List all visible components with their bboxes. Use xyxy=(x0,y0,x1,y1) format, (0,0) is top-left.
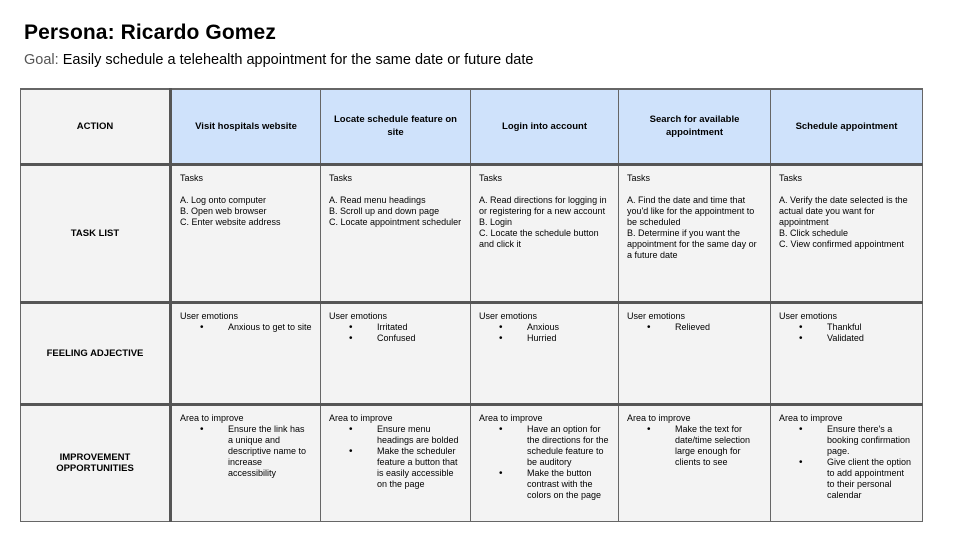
cell-label: Area to improve xyxy=(779,412,843,423)
bullet-list xyxy=(479,424,610,501)
page-title: Persona: Ricardo Gomez xyxy=(24,21,276,44)
cell-label: Tasks xyxy=(479,172,503,183)
emotion-item: • Confused xyxy=(377,333,462,344)
emotion-item: • Irritated xyxy=(377,322,462,333)
task-cell xyxy=(771,164,923,302)
cell-label: Tasks xyxy=(180,172,204,183)
task-item: C. Enter website address xyxy=(180,216,281,227)
task-cell xyxy=(619,164,771,302)
cell-label: Tasks xyxy=(627,172,651,183)
improvement-cell xyxy=(619,404,771,521)
cell-label: Tasks xyxy=(329,172,353,183)
improvement-cell xyxy=(321,404,471,521)
task-item: B. Determine if you want the appointment for the same day or a future date xyxy=(627,227,757,260)
stage-header-1: Visit hospitals website xyxy=(171,89,321,164)
bullet-list xyxy=(180,424,312,479)
feeling-cell xyxy=(619,302,771,404)
cell-label: User emotions xyxy=(779,310,838,321)
cell-label: User emotions xyxy=(627,310,686,321)
improvement-item: • Make the button contrast with the colors on the page xyxy=(527,468,610,501)
action-row xyxy=(21,89,923,164)
task-cell xyxy=(471,164,619,302)
improvement-item: • Ensure there's a booking confirmation page. xyxy=(827,424,914,457)
feeling-cell xyxy=(471,302,619,404)
task-cell xyxy=(171,164,321,302)
emotion-item: • Relieved xyxy=(675,322,762,333)
task-item: A. Verify the date selected is the actual date you want for appointment xyxy=(779,194,908,227)
emotion-item: • Validated xyxy=(827,333,914,344)
task-items xyxy=(479,195,610,250)
feeling-cell xyxy=(171,302,321,404)
emotion-item: • Anxious to get to site xyxy=(228,322,312,333)
cell-label: Area to improve xyxy=(627,412,691,423)
bullet-list xyxy=(329,322,462,344)
task-items xyxy=(329,195,462,228)
goal-label: Goal: xyxy=(24,52,59,68)
improvement-item: • Ensure the link has a unique and descriptive name to increase accessibility xyxy=(228,424,312,479)
improvement-cell xyxy=(171,404,321,521)
bullet-list xyxy=(329,424,462,490)
stage-header-4: Search for available appointment xyxy=(619,89,771,164)
task-item: A. Log onto computer xyxy=(180,194,267,205)
improvement-item: • Ensure menu headings are bolded xyxy=(377,424,462,446)
emotion-item: • Hurried xyxy=(527,333,610,344)
bullet-list xyxy=(779,322,914,344)
bullet-list xyxy=(627,424,762,468)
stage-header-2: Locate schedule feature on site xyxy=(321,89,471,164)
improvement-item: • Have an option for the directions for the schedule feature to be auditory xyxy=(527,424,610,468)
cell-label: User emotions xyxy=(329,310,388,321)
task-item: B. Login xyxy=(479,216,513,227)
stage-header-5: Schedule appointment xyxy=(771,89,923,164)
improvement-cell xyxy=(471,404,619,521)
emotion-item: • Thankful xyxy=(827,322,914,333)
improvement-item: • Make the scheduler feature a button that is easily accessible on the page xyxy=(377,446,462,490)
task-list-row xyxy=(21,164,923,302)
cell-label: User emotions xyxy=(479,310,538,321)
stage-header-3: Login into account xyxy=(471,89,619,164)
task-item: B. Scroll up and down page xyxy=(329,205,440,216)
task-item: C. View confirmed appointment xyxy=(779,238,904,249)
cell-label: Tasks xyxy=(779,172,803,183)
task-items xyxy=(180,195,312,228)
task-item: B. Open web browser xyxy=(180,205,267,216)
bullet-list xyxy=(779,424,914,501)
feeling-cell xyxy=(771,302,923,404)
action-row-header: ACTION xyxy=(21,89,171,164)
task-items xyxy=(627,195,762,261)
improvement-row-header: IMPROVEMENT OPPORTUNITIES xyxy=(21,404,171,521)
improvement-item: • Make the text for date/time selection large enough for clients to see xyxy=(675,424,762,468)
improvement-row xyxy=(21,404,923,521)
task-items xyxy=(779,195,914,250)
cell-label: User emotions xyxy=(180,310,239,321)
task-item: A. Find the date and time that you'd like for the appointment to be scheduled xyxy=(627,194,755,227)
task-item: A. Read directions for logging in or registering for a new account xyxy=(479,194,607,216)
task-item: B. Click schedule xyxy=(779,227,849,238)
task-item: C. Locate appointment scheduler xyxy=(329,216,462,227)
goal-statement xyxy=(24,52,533,68)
task-item: A. Read menu headings xyxy=(329,194,426,205)
cell-label: Area to improve xyxy=(329,412,393,423)
task-item: C. Locate the schedule button and click it xyxy=(479,227,599,249)
feeling-cell xyxy=(321,302,471,404)
bullet-list xyxy=(180,322,312,333)
task-list-row-header: TASK LIST xyxy=(21,164,171,302)
bullet-list xyxy=(627,322,762,333)
cell-label: Area to improve xyxy=(479,412,543,423)
feeling-row xyxy=(21,302,923,404)
task-cell xyxy=(321,164,471,302)
cell-label: Area to improve xyxy=(180,412,244,423)
emotion-item: • Anxious xyxy=(527,322,610,333)
improvement-cell xyxy=(771,404,923,521)
journey-map-table xyxy=(20,88,923,522)
feeling-row-header: FEELING ADJECTIVE xyxy=(21,302,171,404)
goal-text: Easily schedule a telehealth appointment for the same date or future date xyxy=(62,52,534,68)
bullet-list xyxy=(479,322,610,344)
improvement-item: • Give client the option to add appointment to their personal calendar xyxy=(827,457,914,501)
